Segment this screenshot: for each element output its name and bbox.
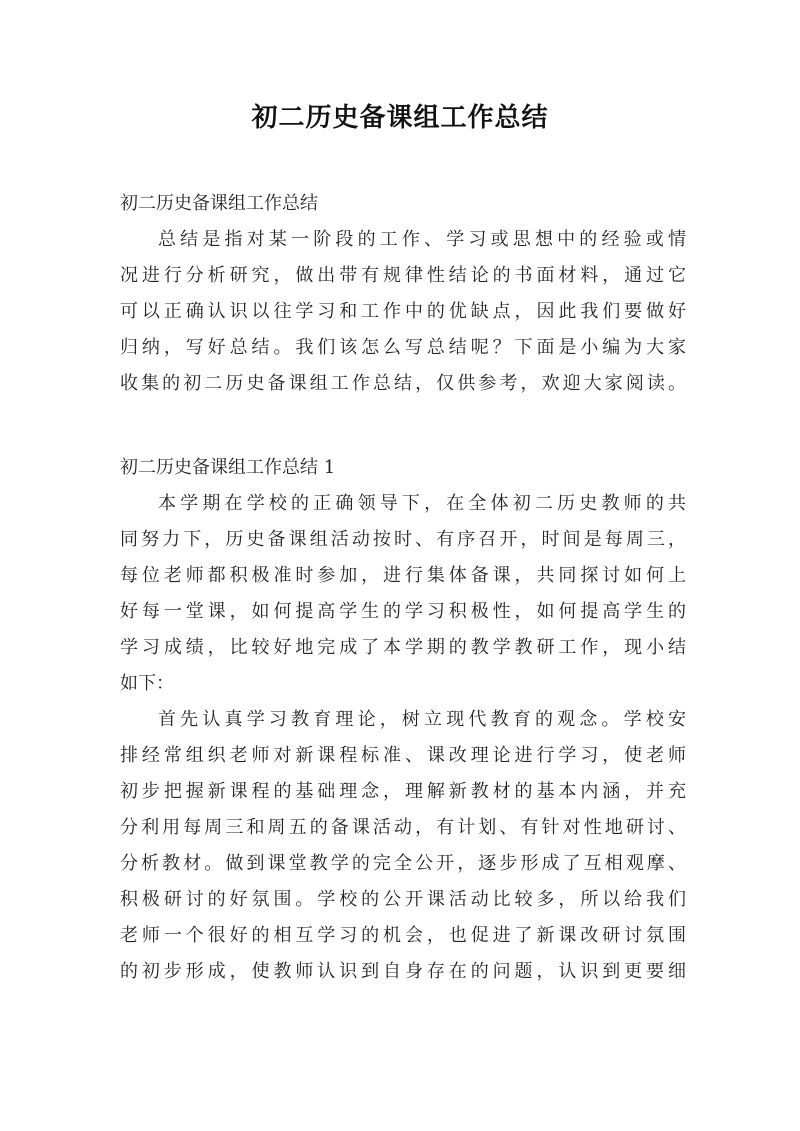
- paragraph-2-line: 首先认真学习教育理论，树立现代教育的观念。学校安: [158, 709, 686, 730]
- paragraph-1-line: 如下：: [120, 673, 174, 694]
- paragraph-1-line: 每位老师都积极准时参加，进行集体备课，共同探讨如何上: [120, 565, 686, 586]
- paragraph-2-line: 分析教材。做到课堂教学的完全公开，逐步形成了互相观摩、: [120, 853, 686, 874]
- paragraph-2-line: 排经常组织老师对新课程标准、课改理论进行学习，使老师: [120, 745, 686, 766]
- paragraph-1-line: 学习成绩，比较好地完成了本学期的教学教研工作，现小结: [120, 637, 686, 658]
- intro-line: 总结是指对某一阶段的工作、学习或思想中的经验或情: [158, 229, 686, 250]
- section-1: [120, 450, 686, 990]
- intro-line: 可以正确认识以往学习和工作中的优缺点，因此我们要做好: [120, 301, 686, 322]
- intro-heading: 初二历史备课组工作总结: [120, 193, 318, 214]
- paragraph-2-line: 的初步形成，使教师认识到自身存在的问题，认识到更要细: [120, 961, 686, 982]
- paragraph-2-line: 初步把握新课程的基础理念，理解新教材的基本内涵，并充: [120, 781, 686, 802]
- paragraph-1-line: 好每一堂课，如何提高学生的学习积极性，如何提高学生的: [120, 601, 686, 622]
- paragraph-1-line: 本学期在学校的正确领导下，在全体初二历史教师的共: [158, 493, 686, 514]
- paragraph-2-line: 积极研讨的好氛围。学校的公开课活动比较多，所以给我们: [120, 889, 686, 910]
- paragraph-2-line: 分利用每周三和周五的备课活动，有计划、有针对性地研讨、: [120, 817, 686, 838]
- intro-line: 收集的初二历史备课组工作总结，仅供参考，欢迎大家阅读。: [120, 373, 686, 394]
- document-title: 初二历史备课组工作总结: [251, 103, 549, 133]
- paragraph-1-line: 同努力下，历史备课组活动按时、有序召开，时间是每周三，: [120, 529, 686, 550]
- paragraph-2-line: 老师一个很好的相互学习的机会，也促进了新课改研讨氛围: [120, 925, 686, 946]
- intro-line: 况进行分析研究，做出带有规律性结论的书面材料，通过它: [120, 265, 686, 286]
- intro-section: [120, 186, 686, 402]
- section-1-heading: 初二历史备课组工作总结 1: [120, 457, 336, 478]
- intro-line: 归纳，写好总结。我们该怎么写总结呢？下面是小编为大家: [120, 337, 686, 358]
